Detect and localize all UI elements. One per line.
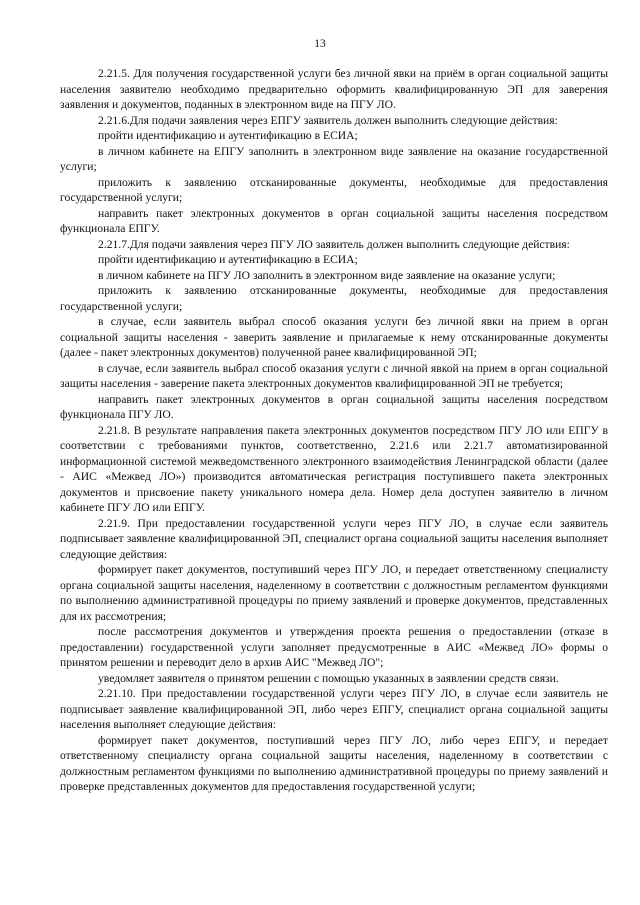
paragraph: в случае, если заявитель выбрал способ оказания услуги без личной явки на прием в орган социальной защиты населения - заверить заявление и прилагаемые к нему отсканированные документы (далее - пакет электронных документов) полученной ранее квалифицированной ЭП;	[60, 315, 608, 359]
paragraph: 2.21.6.Для подачи заявления через ЕПГУ заявитель должен выполнить следующие действия:	[98, 113, 558, 127]
paragraph: формирует пакет документов, поступивший через ПГУ ЛО, и передает ответственному специалисту органа социальной защиты населения, наделенному в соответствии с должностным регламентом функциями по выполнению административной процедуры по приему заявлений и проверке документов, представленных для их рассмотрения;	[60, 563, 608, 623]
paragraph: в личном кабинете на ЕПГУ заполнить в электронном виде заявление на оказание государственной услуги;	[60, 144, 608, 173]
paragraph: 2.21.7.Для подачи заявления через ПГУ ЛО заявитель должен выполнить следующие действия:	[98, 237, 570, 251]
paragraph: 2.21.5. Для получения государственной услуги без личной явки на приём в орган социальной защиты населения заявителю необходимо предварительно оформить квалифицированную ЭП для заверения заявления и документов, поданных в электронном виде на ПГУ ЛО.	[60, 67, 608, 111]
paragraph: направить пакет электронных документов в орган социальной защиты населения посредством функционала ПГУ ЛО.	[60, 392, 608, 421]
paragraph: формирует пакет документов, поступивший через ПГУ ЛО, либо через ЕПГУ, и передает ответственному специалисту органа социальной защиты населения, наделенному в соответствии с должностным регламентом функциями по выполнению административной процедуры по приему заявлений и проверке представленных документов для предоставления государственной услуги;	[60, 733, 608, 793]
paragraph: в личном кабинете на ПГУ ЛО заполнить в электронном виде заявление на оказание услуги;	[98, 268, 556, 282]
paragraph: приложить к заявлению отсканированные документы, необходимые для предоставления государственной услуги;	[60, 175, 608, 204]
page-number: 13	[314, 38, 326, 50]
paragraph: 2.21.9. При предоставлении государственной услуги через ПГУ ЛО, в случае если заявитель подписывает заявление квалифицированной ЭП, специалист органа социальной защиты населения выполняет следующие действия:	[60, 516, 608, 561]
document-body	[60, 66, 608, 795]
paragraph: 2.21.8. В результате направления пакета электронных документов посредством ПГУ ЛО или ЕПГУ в соответствии с требованиями пунктов, соответственно, 2.21.6 или 2.21.7 автоматизированной информационной системой межведомственного электронного взаимодействия Ленинградской области (далее - АИС «Межвед ЛО») производится автоматическая регистрация поступившего пакета электронных документов и присвоение пакету уникального номера дела. Номер дела доступен заявителю в личном кабинете ПГУ ЛО или ЕПГУ.	[60, 423, 608, 514]
paragraph: после рассмотрения документов и утверждения проекта решения о предоставлении (отказе в предоставлении) государственной услуги заполняет предусмотренные в АИС «Межвед ЛО» формы о принятом решении и переводит дело в архив АИС "Межвед ЛО";	[60, 625, 608, 669]
paragraph: приложить к заявлению отсканированные документы, необходимые для предоставления государственной услуги;	[60, 284, 608, 313]
paragraph: направить пакет электронных документов в орган социальной защиты населения посредством функционала ЕПГУ.	[60, 206, 608, 235]
paragraph: 2.21.10. При предоставлении государственной услуги через ПГУ ЛО, в случае если заявитель не подписывает заявление квалифицированной ЭП, либо через ЕПГУ, специалист органа социальной защиты населения выполняет следующие действия:	[60, 687, 608, 731]
paragraph: в случае, если заявитель выбрал способ оказания услуги с личной явкой на прием в орган социальной защиты населения - заверение пакета электронных документов квалифицированной ЭП не требуется;	[60, 361, 608, 390]
paragraph: пройти идентификацию и аутентификацию в ЕСИА;	[98, 253, 358, 266]
paragraph: уведомляет заявителя о принятом решении с помощью указанных в заявлении средств связи.	[98, 671, 559, 685]
paragraph: пройти идентификацию и аутентификацию в ЕСИА;	[98, 129, 358, 142]
